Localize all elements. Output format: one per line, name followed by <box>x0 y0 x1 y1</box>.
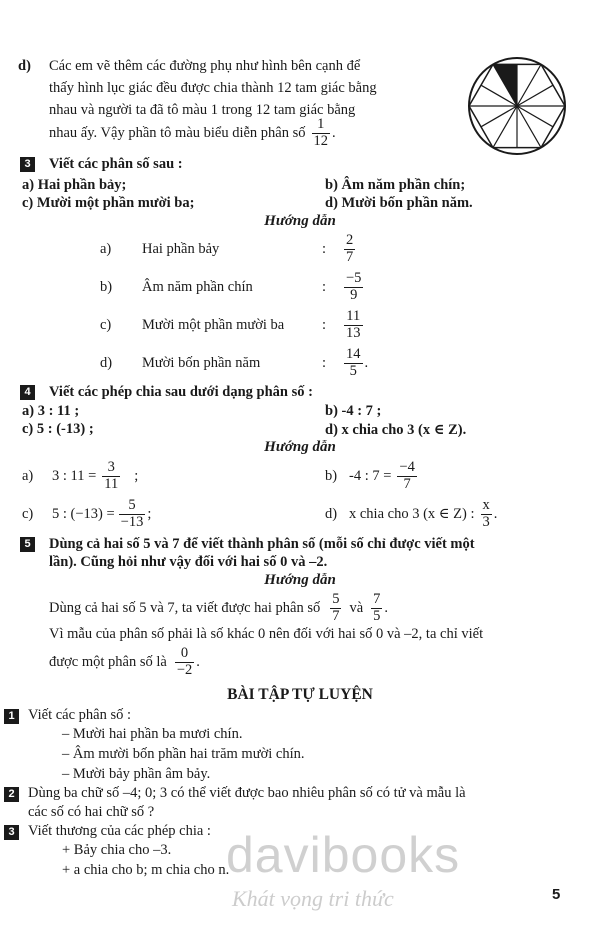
ex5-answer-line-1: Dùng cả hai số 5 và 7, ta viết được hai phân số $\frac{5}{7}$ và $\frac{7}{5}$ . <box>49 591 389 624</box>
ex4-item-b: b) -4 : 7 ; <box>325 403 382 419</box>
exercise-4-title: Viết các phép chia sau dưới dạng phân số : <box>49 384 313 400</box>
hexagon-figure <box>458 54 576 158</box>
ex3-answer-row: b) Âm năm phần chín : $\frac{-5}{9}$ <box>100 270 362 303</box>
part-d-fraction: $\frac{1}{12}$ <box>313 116 329 149</box>
practice-1-item: – Mười bảy phần âm bảy. <box>62 766 211 782</box>
ex3-item-d: d) Mười bốn phần năm. <box>325 195 473 211</box>
practice-1-title: Viết các phân số : <box>28 707 132 723</box>
watermark-brand: davibooks <box>226 827 461 883</box>
exercise-4-number: 4 <box>20 385 35 400</box>
ex5-answer-line-2: Vì mẫu của phân số phải là số khác 0 nên đối với hai số 0 và –2, ta chỉ viết <box>49 626 484 642</box>
ex3-fraction: $\frac{14}{5}$ <box>346 346 361 379</box>
practice-heading: BÀI TẬP TỰ LUYỆN <box>227 686 373 703</box>
ex4-item-d: d) x chia cho 3 (x ∈ Z). <box>325 422 467 438</box>
exercise-3-title: Viết các phân số sau : <box>49 156 183 172</box>
practice-2-line-2: các số có hai chữ số ? <box>28 804 155 820</box>
watermark-slogan: Khát vọng tri thức <box>232 886 394 911</box>
practice-1-item: – Mười hai phần ba mươi chín. <box>62 726 243 742</box>
ex3-item-b: b) Âm năm phần chín; <box>325 177 466 193</box>
part-d-line-2: thấy hình lục giác đều được chia thành 12 tam giác bằng <box>49 80 377 96</box>
part-d-line-3: nhau và người ta đã tô màu 1 trong 12 tam giác bằng <box>49 102 356 118</box>
ex3-item-a: a) Hai phần bảy; <box>22 177 127 193</box>
ex4-item-a: a) 3 : 11 ; <box>22 403 80 419</box>
practice-1-number: 1 <box>4 709 19 724</box>
ex4-answer-c: c) 5 : (−13) = $\frac{5}{-13}$ ; <box>22 497 152 530</box>
ex4-answer-d: d) x chia cho 3 (x ∈ Z) : $\frac{x}{3}$ . <box>325 497 498 530</box>
ex3-guide-heading: Hướng dẫn <box>264 213 336 229</box>
ex3-fraction: $\frac{11}{13}$ <box>346 308 361 341</box>
part-d-label: d) <box>18 58 31 74</box>
part-d-line-1: Các em vẽ thêm các đường phụ như hình bên cạnh để <box>49 58 361 74</box>
practice-3-title: Viết thương của các phép chia : <box>28 823 211 839</box>
practice-3-number: 3 <box>4 825 19 840</box>
ex3-fraction: $\frac{2}{7}$ <box>346 232 354 265</box>
practice-2-number: 2 <box>4 787 19 802</box>
exercise-5-number: 5 <box>20 537 35 552</box>
ex3-answer-row: c) Mười một phần mười ba : $\frac{11}{13}$ <box>100 308 361 341</box>
exercise-3-number: 3 <box>20 157 35 172</box>
exercise-5-title-line-1: Dùng cả hai số 5 và 7 để viết thành phân số (mỗi số chỉ được viết một <box>49 536 475 552</box>
practice-2-line-1: Dùng ba chữ số –4; 0; 3 có thể viết được bao nhiêu phân số có tử và mẫu là <box>28 785 466 801</box>
part-d-line-4: nhau ấy. Vậy phần tô màu biểu diễn phân số $\frac{1}{12}$ . <box>49 116 336 149</box>
ex4-answer-a: a) 3 : 11 = $\frac{3}{11}$ ; <box>22 459 139 492</box>
practice-1-item: – Âm mười bốn phần hai trăm mười chín. <box>62 746 305 762</box>
ex3-fraction: $\frac{-5}{9}$ <box>346 270 362 303</box>
ex3-answer-row: a) Hai phần bảy : $\frac{2}{7}$ <box>100 232 354 265</box>
ex3-item-c: c) Mười một phần mười ba; <box>22 195 195 211</box>
practice-3-item: + Bảy chia cho –3. <box>62 842 172 858</box>
ex4-guide-heading: Hướng dẫn <box>264 439 336 455</box>
practice-3-item: + a chia cho b; m chia cho n. <box>62 862 230 878</box>
ex5-guide-heading: Hướng dẫn <box>264 572 336 588</box>
ex3-answer-row: d) Mười bốn phần năm : $\frac{14}{5}$ . <box>100 346 369 379</box>
ex4-answer-b: b) -4 : 7 = $\frac{-4}{7}$ <box>325 459 415 492</box>
page-number: 5 <box>552 886 561 903</box>
ex4-item-c: c) 5 : (-13) ; <box>22 421 94 437</box>
exercise-5-title-line-2: lần). Cũng hỏi như vậy đối với hai số 0 và –2. <box>49 554 328 570</box>
ex5-answer-line-3: được một phân số là $\frac{0}{-2}$ . <box>49 645 200 678</box>
